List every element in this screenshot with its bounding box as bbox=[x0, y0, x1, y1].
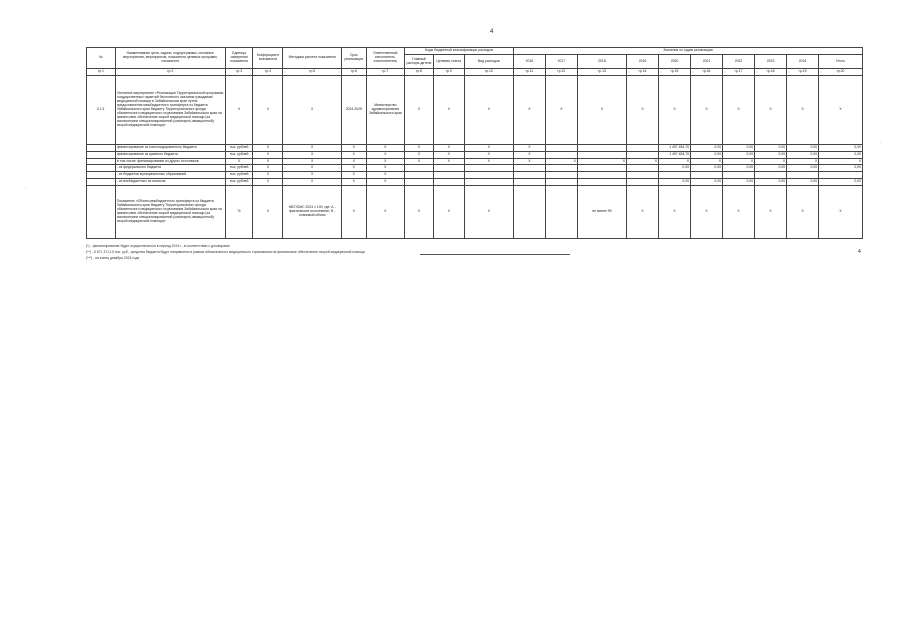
main-event-row bbox=[87, 76, 863, 145]
cell: X bbox=[659, 185, 691, 238]
col-year: 2018 bbox=[577, 55, 626, 69]
cell bbox=[545, 165, 577, 172]
cell: X bbox=[366, 165, 404, 172]
cell: 0,00 bbox=[723, 151, 755, 158]
row-method: X bbox=[283, 76, 342, 145]
cell bbox=[787, 172, 819, 179]
cell: X bbox=[253, 151, 283, 158]
cell: 0,00 bbox=[755, 165, 787, 172]
column-number: гр.13 bbox=[577, 69, 626, 76]
cell bbox=[691, 172, 723, 179]
col-grbs: Главный распоря-дитель bbox=[405, 55, 434, 69]
row-unit: тыс. рублей bbox=[225, 165, 253, 172]
cell: X bbox=[433, 145, 464, 152]
row-unit: тыс. рублей bbox=[225, 172, 253, 179]
cell: X bbox=[283, 165, 342, 172]
cell bbox=[723, 172, 755, 179]
cell: X bbox=[464, 158, 513, 165]
column-number: гр.4 bbox=[253, 69, 283, 76]
cell: X bbox=[626, 76, 658, 145]
cell: X bbox=[577, 76, 626, 145]
cell: 0,00 bbox=[787, 145, 819, 152]
cell: X bbox=[787, 158, 819, 165]
cell: X bbox=[464, 145, 513, 152]
row-number bbox=[87, 145, 116, 152]
program-table bbox=[86, 47, 863, 239]
column-number: гр.5 bbox=[283, 69, 342, 76]
cell: X bbox=[253, 172, 283, 179]
scan-mark: · bbox=[880, 140, 882, 146]
cell bbox=[433, 178, 464, 185]
cell: X bbox=[513, 76, 545, 145]
cell: X bbox=[819, 76, 863, 145]
indicator-period: X bbox=[342, 185, 367, 238]
table-body bbox=[87, 69, 863, 239]
cell: X bbox=[723, 76, 755, 145]
cell: X bbox=[819, 158, 863, 165]
row-number bbox=[87, 178, 116, 185]
cell bbox=[626, 178, 658, 185]
cell: X bbox=[819, 185, 863, 238]
column-number: гр.8 bbox=[405, 69, 434, 76]
cell: X bbox=[342, 151, 367, 158]
row-name: - из федерального бюджета bbox=[115, 165, 225, 172]
cell bbox=[545, 172, 577, 179]
cell: 0,00 bbox=[787, 165, 819, 172]
cell: X bbox=[342, 172, 367, 179]
cell bbox=[577, 172, 626, 179]
cell bbox=[545, 178, 577, 185]
col-name: Наименование цели, задачи, подпрограммы, основные мероприятия, мероприятия, показатели целевых программ, показатели bbox=[115, 48, 225, 69]
row-period: 2024-2025 bbox=[342, 76, 367, 145]
indicator-method: МБТ/ОМС 2024 × 100, где: А - фактическое исполнение; В - плановый объем bbox=[283, 185, 342, 238]
col-year: 2019 bbox=[626, 55, 658, 69]
col-vr: Вид расходов bbox=[464, 55, 513, 69]
cell: 0,00 bbox=[723, 145, 755, 152]
cell bbox=[513, 185, 545, 238]
cell: X bbox=[755, 76, 787, 145]
cell: X bbox=[433, 151, 464, 158]
row-number: 3.1.3. bbox=[87, 76, 116, 145]
cell: 0,00 bbox=[787, 178, 819, 185]
cell bbox=[626, 151, 658, 158]
cell: 0,00 bbox=[819, 145, 863, 152]
indicator-unit: % bbox=[225, 185, 253, 238]
row-number bbox=[87, 185, 116, 238]
cell: X bbox=[577, 158, 626, 165]
cell bbox=[626, 172, 658, 179]
cell: не менее 99 bbox=[577, 185, 626, 238]
cell: X bbox=[513, 158, 545, 165]
cell bbox=[433, 172, 464, 179]
cell: X bbox=[659, 76, 691, 145]
cell bbox=[577, 165, 626, 172]
col-nn: № bbox=[87, 48, 116, 69]
cell: X bbox=[342, 165, 367, 172]
cell: X bbox=[626, 185, 658, 238]
cell: X bbox=[626, 158, 658, 165]
cell: X bbox=[691, 158, 723, 165]
cell bbox=[545, 145, 577, 152]
col-year: 2017 bbox=[545, 55, 577, 69]
cell: 0,00 bbox=[691, 178, 723, 185]
cell bbox=[545, 151, 577, 158]
cell bbox=[626, 145, 658, 152]
col-period: Срок реализации bbox=[342, 48, 367, 69]
cell bbox=[405, 165, 434, 172]
col-year: 2023 bbox=[755, 55, 787, 69]
column-number-row bbox=[87, 69, 863, 76]
cell: X bbox=[253, 178, 283, 185]
cell: X bbox=[342, 158, 367, 165]
column-number: гр.19 bbox=[787, 69, 819, 76]
financing-row bbox=[87, 178, 863, 185]
col-coef: Коэффициент значимости bbox=[253, 48, 283, 69]
cell: X bbox=[464, 151, 513, 158]
cell: X bbox=[342, 145, 367, 152]
cell: 0,00 bbox=[723, 178, 755, 185]
column-number: гр.15 bbox=[659, 69, 691, 76]
col-total: Итого bbox=[819, 55, 863, 69]
cell bbox=[577, 151, 626, 158]
row-name: - из бюджетов муниципальных образований bbox=[115, 172, 225, 179]
cell bbox=[464, 178, 513, 185]
cell: X bbox=[366, 145, 404, 152]
row-name: финансирование из консолидированного бюджета bbox=[115, 145, 225, 152]
column-number: гр.12 bbox=[545, 69, 577, 76]
cell: 0,00 bbox=[819, 165, 863, 172]
column-number: гр.6 bbox=[342, 69, 367, 76]
cell: X bbox=[405, 158, 434, 165]
row-coef: X bbox=[253, 76, 283, 145]
column-number: гр.7 bbox=[366, 69, 404, 76]
row-number bbox=[87, 165, 116, 172]
row-unit: X bbox=[225, 158, 253, 165]
col-values-group: Значения по годам реализации bbox=[513, 48, 862, 55]
cell: X bbox=[283, 145, 342, 152]
financing-row bbox=[87, 158, 863, 165]
column-number: гр.11 bbox=[513, 69, 545, 76]
financing-row bbox=[87, 172, 863, 179]
cell: X bbox=[283, 158, 342, 165]
cell: X bbox=[253, 165, 283, 172]
column-number: гр.1 bbox=[87, 69, 116, 76]
cell bbox=[577, 178, 626, 185]
col-year: 2022 bbox=[723, 55, 755, 69]
cell: X bbox=[787, 76, 819, 145]
footnotes bbox=[86, 243, 365, 261]
cell bbox=[755, 172, 787, 179]
cell bbox=[513, 165, 545, 172]
column-number: гр.18 bbox=[755, 69, 787, 76]
col-year: 2016 bbox=[513, 55, 545, 69]
cell: 0,00 bbox=[659, 178, 691, 185]
cell: X bbox=[464, 185, 513, 238]
cell: X bbox=[366, 158, 404, 165]
cell bbox=[659, 172, 691, 179]
cell: X bbox=[659, 158, 691, 165]
indicator-coef: X bbox=[253, 185, 283, 238]
row-unit: тыс. рублей bbox=[225, 178, 253, 185]
cell: 0,00 bbox=[691, 151, 723, 158]
indicator-row bbox=[87, 185, 863, 238]
cell: X bbox=[433, 158, 464, 165]
footnote: (***) - на конец декабря 2024 года bbox=[86, 256, 140, 260]
cell: X bbox=[283, 151, 342, 158]
financing-row bbox=[87, 151, 863, 158]
col-unit: Единица измерения показателя bbox=[225, 48, 253, 69]
cell: X bbox=[723, 158, 755, 165]
cell: X bbox=[464, 76, 513, 145]
cell bbox=[626, 165, 658, 172]
cell: 0,00 bbox=[755, 151, 787, 158]
row-name: финансирование из краевого бюджета bbox=[115, 151, 225, 158]
cell: 1 497 454,70 bbox=[659, 145, 691, 152]
row-unit: тыс. рублей bbox=[225, 145, 253, 152]
footnote: (*) - финансирование будет осуществляться в период 2024 г., в соответствии с договорами bbox=[86, 244, 230, 248]
row-unit: тыс. рублей bbox=[225, 151, 253, 158]
cell: X bbox=[545, 76, 577, 145]
col-resp: Ответственный исполнитель, соисполнитель bbox=[366, 48, 404, 69]
cell: X bbox=[545, 158, 577, 165]
cell: 0,00 bbox=[691, 145, 723, 152]
column-number: гр.20 bbox=[819, 69, 863, 76]
cell bbox=[513, 178, 545, 185]
column-number: гр.17 bbox=[723, 69, 755, 76]
cell: X bbox=[283, 172, 342, 179]
cell: X bbox=[405, 185, 434, 238]
cell: X bbox=[342, 178, 367, 185]
column-number: гр.2 bbox=[115, 69, 225, 76]
cell: X bbox=[513, 145, 545, 152]
financing-row bbox=[87, 145, 863, 152]
cell: X bbox=[723, 185, 755, 238]
indicator-name: Показатель «Объем межбюджетного трансферта из бюджета Забайкальского края бюджету Территориального фонда обязательного медицинского страхования Забайкальского края на финансовое обеспечение скорой медицинской помощи (за исключением специализированной (санитарно-авиационной) скорой медицинской помощи)» bbox=[115, 185, 225, 238]
cell: 0,00 bbox=[691, 165, 723, 172]
col-cs: Целевая статья bbox=[433, 55, 464, 69]
cell bbox=[513, 172, 545, 179]
cell: 0,00 bbox=[755, 178, 787, 185]
financing-row bbox=[87, 165, 863, 172]
signature-line bbox=[420, 254, 570, 255]
cell: X bbox=[405, 76, 434, 145]
page-mark: 4 bbox=[490, 29, 494, 35]
cell: 0,00 bbox=[659, 165, 691, 172]
cell bbox=[405, 178, 434, 185]
row-name: - из внебюджетных источников bbox=[115, 178, 225, 185]
cell: 0,00 bbox=[755, 145, 787, 152]
cell: X bbox=[513, 151, 545, 158]
row-number bbox=[87, 151, 116, 158]
cell: 0,00 bbox=[787, 151, 819, 158]
col-year: 2020 bbox=[659, 55, 691, 69]
cell: X bbox=[366, 185, 404, 238]
cell: X bbox=[253, 158, 283, 165]
cell: X bbox=[433, 76, 464, 145]
row-unit: X bbox=[225, 76, 253, 145]
column-number: гр.14 bbox=[626, 69, 658, 76]
cell bbox=[433, 165, 464, 172]
cell bbox=[405, 172, 434, 179]
cell: X bbox=[253, 145, 283, 152]
cell: X bbox=[405, 151, 434, 158]
cell: X bbox=[283, 178, 342, 185]
row-number bbox=[87, 172, 116, 179]
cell: X bbox=[787, 185, 819, 238]
cell bbox=[464, 165, 513, 172]
cell: X bbox=[366, 172, 404, 179]
cell: X bbox=[755, 158, 787, 165]
cell: X bbox=[405, 145, 434, 152]
cell: 0,00 bbox=[723, 165, 755, 172]
cell bbox=[819, 172, 863, 179]
row-name: в том числе: финансирование из других источников bbox=[115, 158, 225, 165]
cell: 1 497 454,70 bbox=[659, 151, 691, 158]
cell: X bbox=[691, 76, 723, 145]
row-resp: Министерство здравоохранения Забайкальского края bbox=[366, 76, 404, 145]
cell: X bbox=[755, 185, 787, 238]
column-number: гр.10 bbox=[464, 69, 513, 76]
cell: 0,00 bbox=[819, 151, 863, 158]
column-number: гр.3 bbox=[225, 69, 253, 76]
column-number: гр.9 bbox=[433, 69, 464, 76]
cell: X bbox=[433, 185, 464, 238]
cell: X bbox=[366, 178, 404, 185]
cell: 0,00 bbox=[819, 178, 863, 185]
page-number: 4 bbox=[858, 249, 861, 255]
cell bbox=[545, 185, 577, 238]
col-kbk-group: Коды бюджетной классификации расходов bbox=[405, 48, 514, 55]
cell bbox=[577, 145, 626, 152]
column-number: гр.16 bbox=[691, 69, 723, 76]
row-number bbox=[87, 158, 116, 165]
col-year: 2024 bbox=[787, 55, 819, 69]
cell: X bbox=[366, 151, 404, 158]
footnote: (**) - 6 571 371,10 тыс. руб., средства бюджета будут направлены в рамках обязательного медицинского страхования на финансовое обеспечение скорой медицинской помощи bbox=[86, 250, 365, 254]
col-year: 2021 bbox=[691, 55, 723, 69]
scan-mark: · bbox=[25, 186, 27, 192]
col-method: Методика расчета показателя bbox=[283, 48, 342, 69]
row-name: Основное мероприятие «Реализация Территориальной программы государственных гарантий бесплатного оказания гражданам медицинской помощи в Забайкальском крае путем предоставления межбюджетного трансферта из бюджета Забайкальского края бюджету Территориального фонда обязательного медицинского страхования Забайкальского края на финансовое обеспечение скорой медицинской помощи (за исключением специализированной (санитарно-авиационной) скорой медицинской помощи)» bbox=[115, 76, 225, 145]
cell bbox=[464, 172, 513, 179]
cell: X bbox=[691, 185, 723, 238]
